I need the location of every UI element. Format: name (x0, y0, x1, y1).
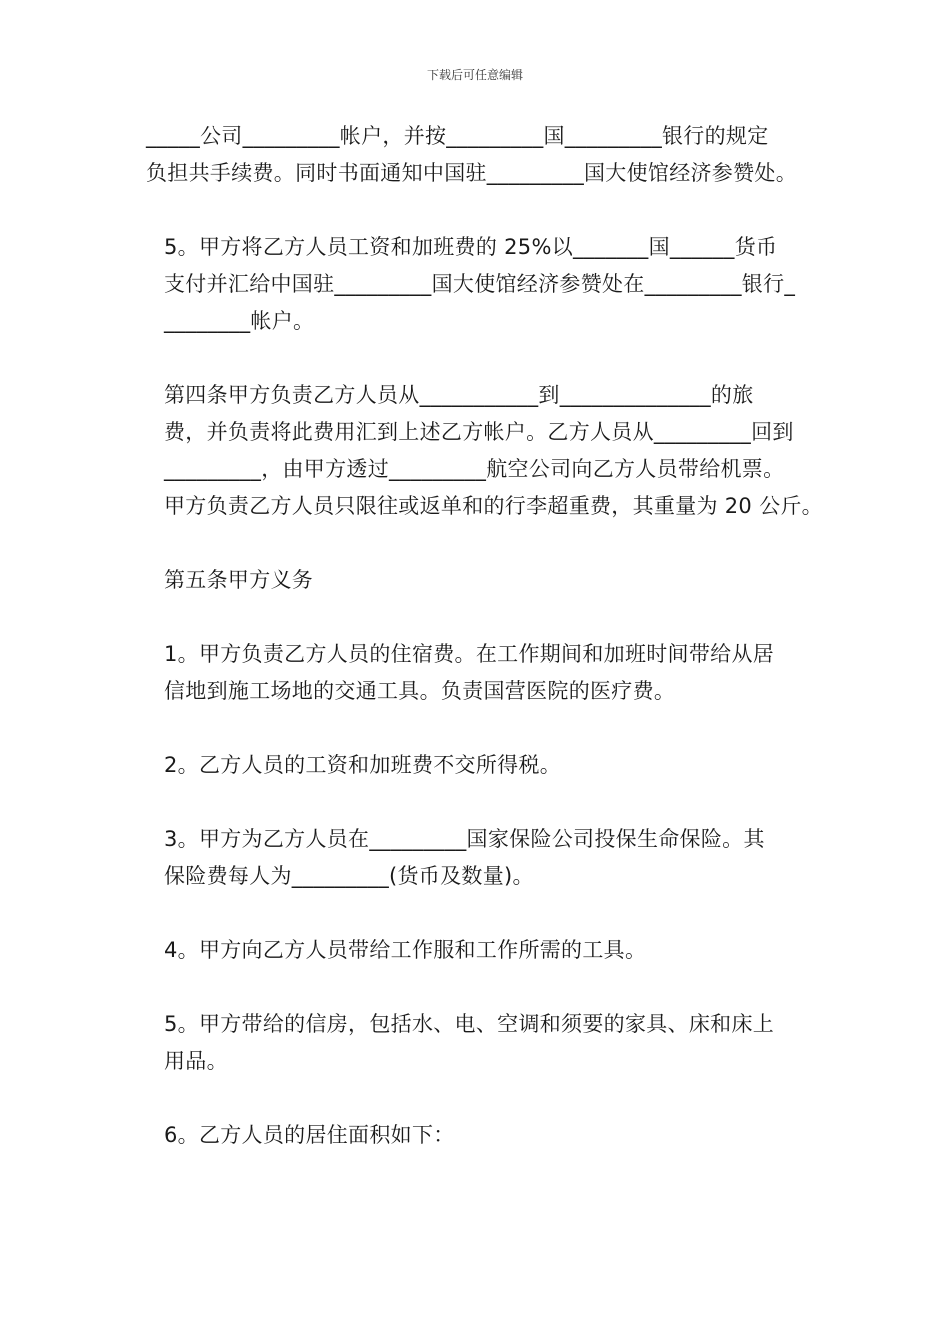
text-line: 3。甲方为乙方人员在_________国家保险公司投保生命保险。其 (164, 827, 765, 851)
text-line: 保险费每人为_________(货币及数量)。 (164, 864, 534, 888)
text-line: ________帐户。 (164, 309, 315, 333)
text-line: 费，并负责将此费用汇到上述乙方帐户。乙方人员从_________回到 (164, 420, 794, 444)
text-line: 4。甲方向乙方人员带给工作服和工作所需的工具。 (164, 938, 647, 962)
text-line: 支付并汇给中国驻_________国大使馆经济参赞处在_________银行_ (164, 272, 796, 296)
text-line: 信地到施工场地的交通工具。负责国营医院的医疗费。 (164, 679, 676, 703)
text-line: 2。乙方人员的工资和加班费不交所得税。 (164, 753, 562, 777)
text-line: 甲方负责乙方人员只限往或返单和的行李超重费，其重量为 20 公斤。 (164, 494, 823, 518)
text-line: 第四条甲方负责乙方人员从___________到______________的旅 (164, 383, 754, 407)
text-line: _____公司_________帐户，并按_________国_________银行的规定 (146, 124, 769, 148)
text-line: 第五条甲方义务 (164, 568, 314, 592)
paragraph-obligation-1 (146, 636, 822, 710)
paragraph-bank-account (146, 118, 822, 192)
text-line: _________，由甲方透过_________航空公司向乙方人员带给机票。 (164, 457, 785, 481)
paragraph-obligation-2 (146, 747, 822, 784)
paragraph-article-4-travel (146, 377, 822, 525)
paragraph-obligation-3 (146, 821, 822, 895)
section-heading-article-5 (146, 562, 822, 599)
text-line: 1。甲方负责乙方人员的住宿费。在工作期间和加班时间带给从居 (164, 642, 775, 666)
paragraph-clause-5-payment (146, 229, 822, 340)
text-line: 负担共手续费。同时书面通知中国驻_________国大使馆经济参赞处。 (146, 161, 797, 185)
contract-body (146, 118, 822, 1154)
paragraph-obligation-6 (146, 1117, 822, 1154)
text-line: 6。乙方人员的居住面积如下： (164, 1123, 455, 1147)
text-line: 5。甲方将乙方人员工资和加班费的 25%以_______国______货币 (164, 235, 778, 259)
page-header-note: 下载后可任意编辑 (426, 68, 523, 82)
text-line: 用品。 (164, 1049, 228, 1073)
text-line: 5。甲方带给的信房，包括水、电、空调和须要的家具、床和床上 (164, 1012, 775, 1036)
paragraph-obligation-4 (146, 932, 822, 969)
paragraph-obligation-5 (146, 1006, 822, 1080)
